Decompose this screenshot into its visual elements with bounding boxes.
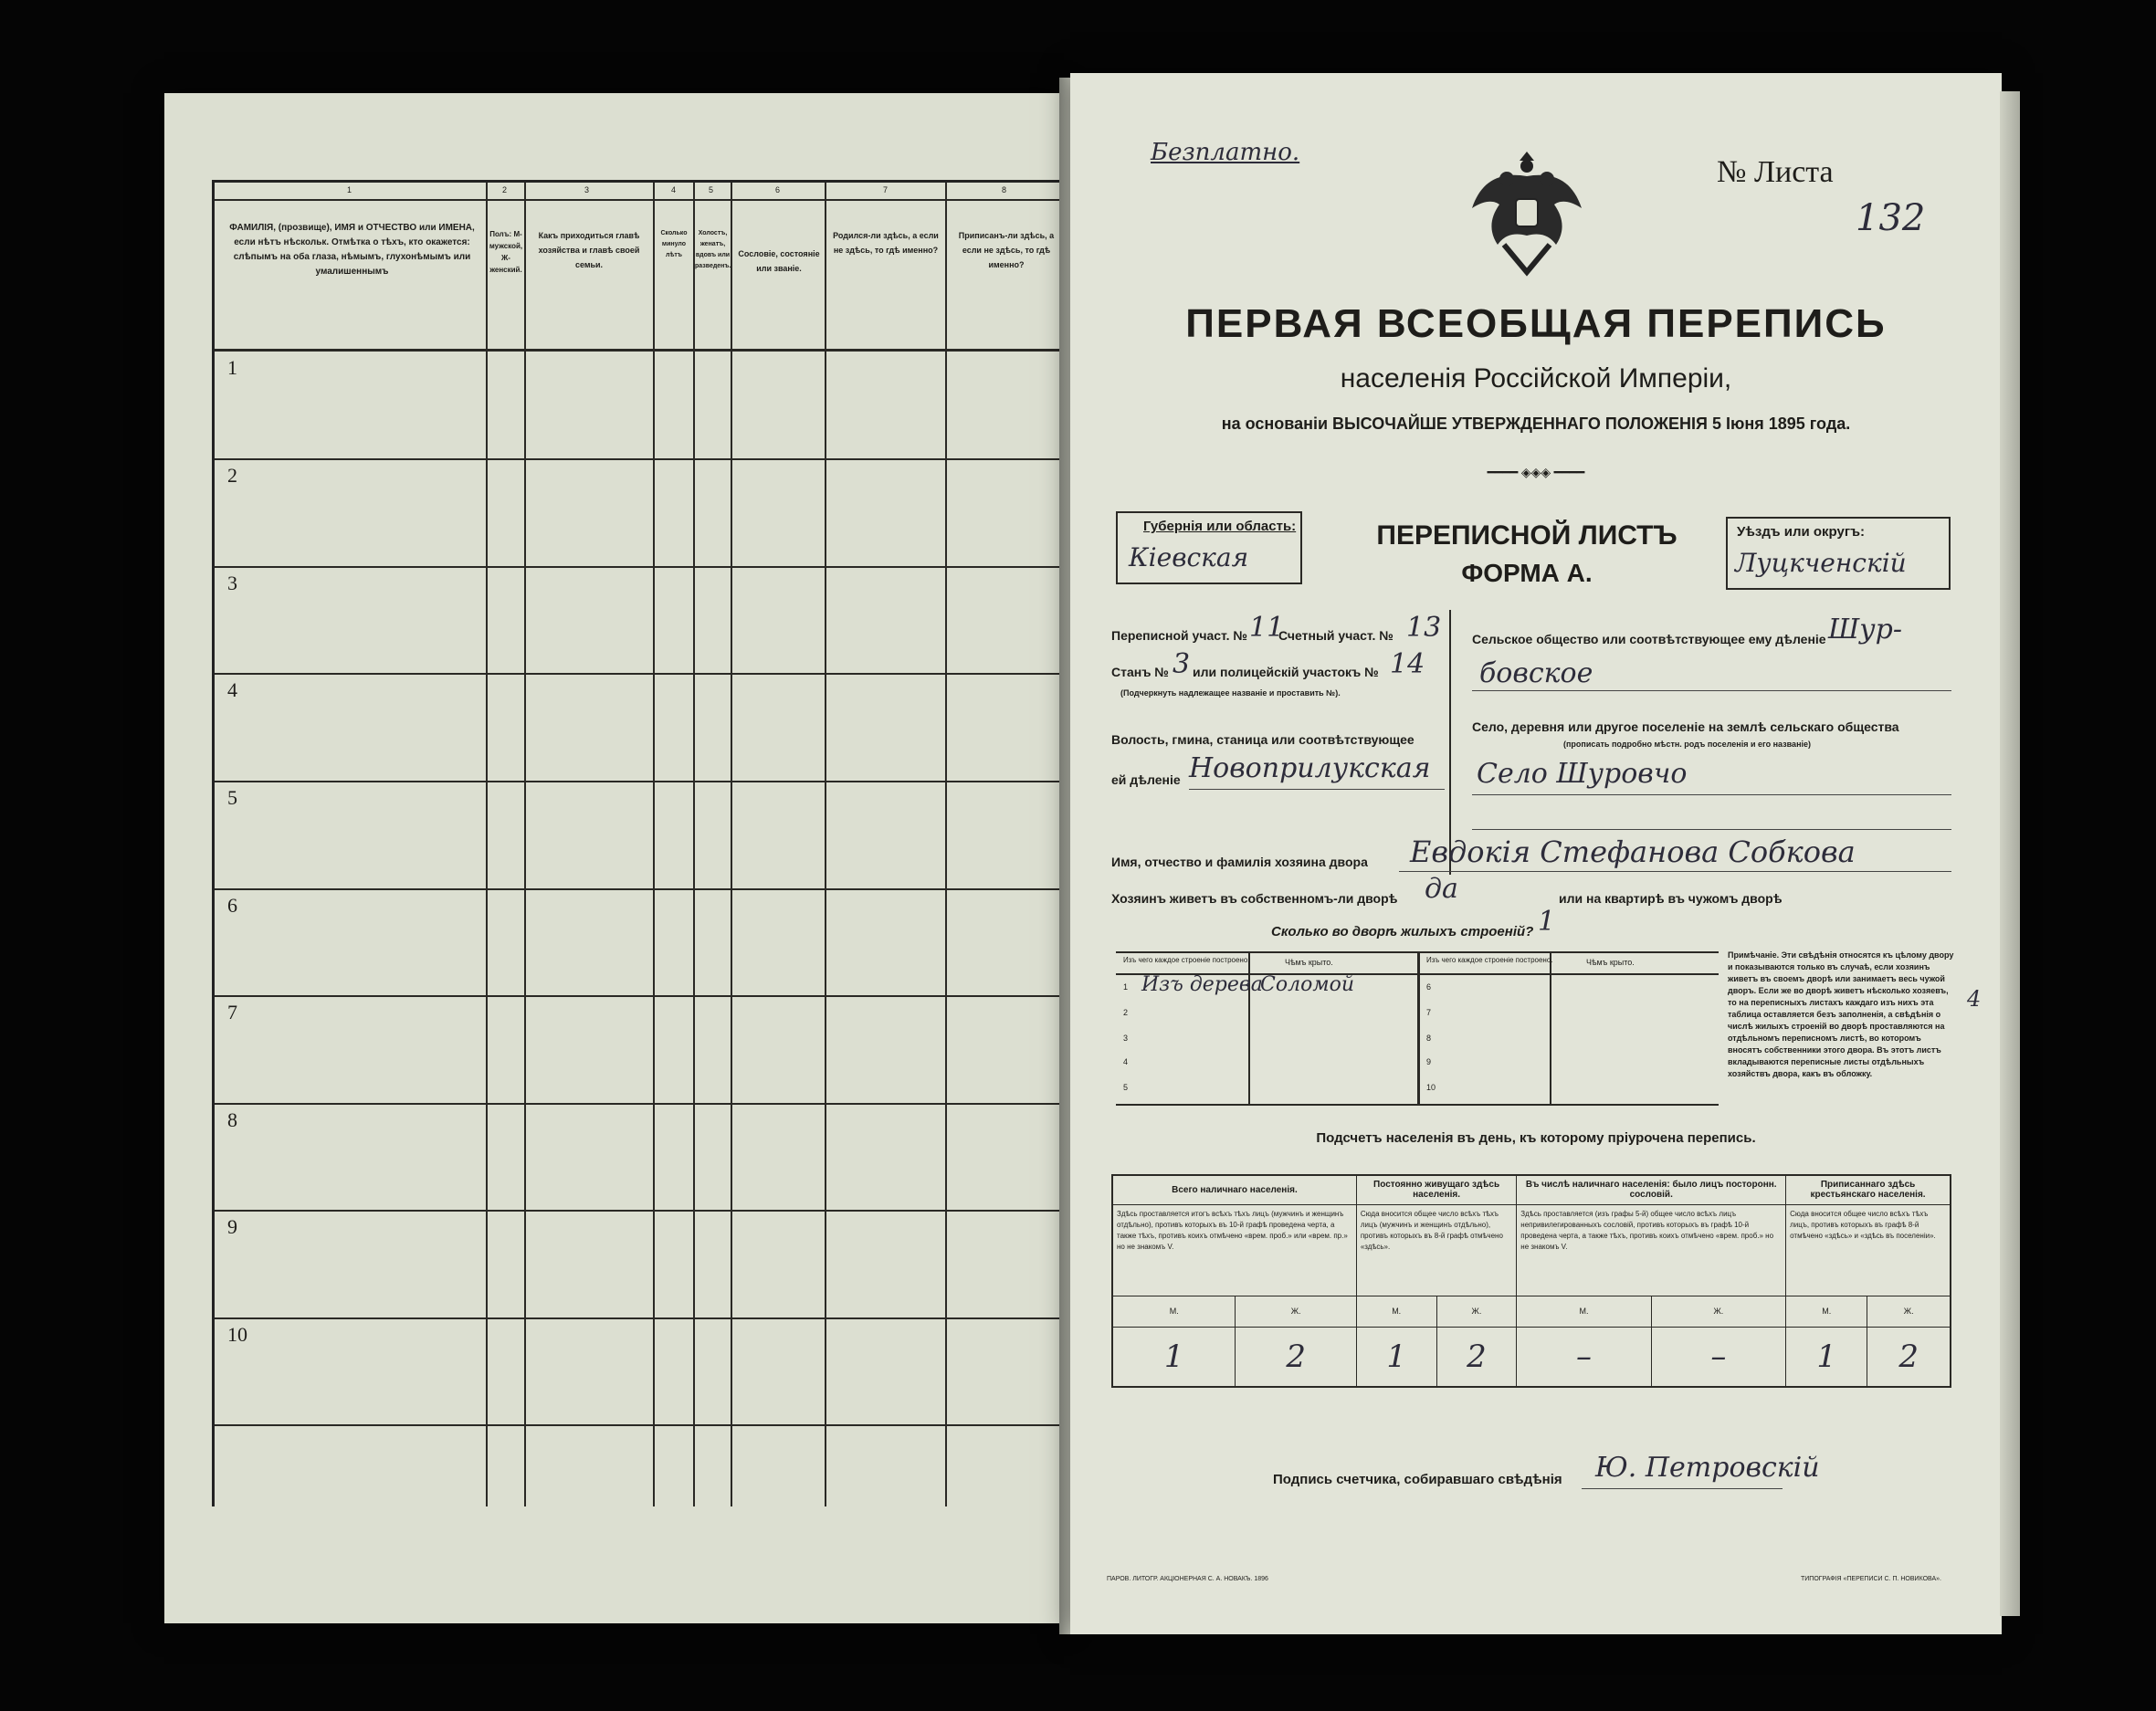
printer-right: ТИПОГРАФІЯ «ПЕРЕПИСИ С. П. НОВИКОВА». (1801, 1576, 1941, 1582)
col-header-name: ФАМИЛІЯ, (прозвище), ИМЯ и ОТЧЕСТВО или ИМЕНА, если нѣтъ нѣскольк. Отмѣтка о тѣхъ, кто окажется: слѣпымъ на оба глаза, нѣмымъ, глухонѣмымъ или умалишеннымъ (229, 223, 475, 277)
buildings-row-number: 5 (1123, 1083, 1129, 1092)
census-district-value: 11 (1249, 612, 1285, 644)
society-label: Сельское общество или соотвѣтствующее ему дѣленіе (1472, 632, 1826, 646)
summary-sex-label: М. (1517, 1296, 1651, 1327)
village-label: Село, деревня или другое поселеніе на землѣ сельскаго общества (1472, 719, 1899, 734)
summary-value: 2 (1236, 1327, 1356, 1387)
population-summary-table (1111, 1174, 1951, 1388)
buildings-row-number: 3 (1123, 1034, 1129, 1043)
signature-value: Ю. Петровскій (1595, 1452, 1820, 1484)
counting-district-label: Счетный участ. № (1278, 628, 1394, 643)
summary-value: – (1517, 1327, 1651, 1387)
volost-label-2: ей дѣленіе (1111, 772, 1181, 787)
sheet-number-value: 132 (1856, 197, 1926, 239)
own-house-value: да (1425, 873, 1458, 905)
row-number: 1 (227, 356, 237, 379)
summary-sex-label: М. (1356, 1296, 1436, 1327)
col-number-7: 7 (883, 185, 889, 194)
summary-sex-label: Ж. (1867, 1296, 1951, 1327)
owner-label: Имя, отчество и фамилія хозяина двора (1111, 855, 1368, 869)
form-title: ПЕРЕПИСНОЙ ЛИСТЪ (1376, 520, 1677, 551)
summary-sex-label: Ж. (1236, 1296, 1356, 1327)
col-header-estate: Сословіе, состояніе или званіе. (738, 249, 820, 273)
row-number: 9 (227, 1215, 237, 1238)
uezd-value: Луцкченскій (1735, 548, 1907, 578)
ornament-divider: ━━━━ ◈◈◈ ━━━━ (1487, 467, 1585, 480)
col-header-age: Сколько минуло лѣтъ (660, 230, 688, 258)
signature-label: Подпись счетчика, собиравшаго свѣдѣнія (1273, 1472, 1562, 1487)
col-number-1: 1 (347, 185, 352, 194)
col-number-8: 8 (1002, 185, 1007, 194)
buildings-header-roof: Чѣмъ крыто. (1285, 958, 1333, 967)
buildings-header-roof-2: Чѣмъ крыто. (1586, 958, 1635, 967)
col-header-marital: Холостъ, женатъ, вдовъ или разведенъ. (695, 230, 731, 269)
census-subtitle: населенія Россійской Имперіи, (1340, 363, 1732, 394)
printer-left: ПАРОВ. ЛИТОГР. АКЦІОНЕРНАЯ С. А. НОВАКЪ. 1896 (1107, 1576, 1268, 1582)
col-number-6: 6 (775, 185, 781, 194)
col-header-registered: Приписанъ-ли здѣсь, а если не здѣсь, то гдѣ именно? (958, 231, 1055, 269)
owner-value: Евдокія Стефанова Собкова (1410, 835, 1856, 869)
right-page (1070, 73, 2002, 1634)
summary-title: Подсчетъ населенія въ день, къ которому пріурочена перепись. (1316, 1130, 1756, 1146)
gubernia-box (1116, 511, 1302, 584)
row-number: 8 (227, 1108, 237, 1131)
buildings-value: 1 (1538, 906, 1556, 938)
gubernia-label: Губернія или область: (1143, 519, 1297, 534)
stan-label: Станъ № (1111, 665, 1169, 679)
buildings-row-number: 8 (1426, 1034, 1432, 1043)
row-number: 7 (227, 1001, 237, 1023)
gubernia-value: Кіевская (1129, 542, 1249, 572)
census-title: ПЕРВАЯ ВСЕОБЩАЯ ПЕРЕПИСЬ (1185, 301, 1887, 346)
summary-header-total: Всего наличнаго населенія. (1112, 1175, 1356, 1204)
summary-sex-label: Ж. (1436, 1296, 1517, 1327)
col-header-sex: Полъ: М-мужской, Ж-женский. (489, 230, 523, 274)
summary-note-total: Здѣсь проставляется итогъ всѣхъ тѣхъ лицъ (мужчинъ и женщинъ отдѣльно), противъ которыхъ въ 10-й графѣ проведена черта, а также тѣхъ, противъ коихъ отмѣчено «врем. проб.» или «врем. пр.» но не знакомъ V. (1112, 1204, 1356, 1296)
summary-note-other-estates: Здѣсь проставляется (изъ графы 5-й) общее число всѣхъ лицъ непривилегированныхъ сословій, противъ которыхъ въ графѣ 10-й проведена черта, а также тѣхъ, противъ коихъ отмѣчено «врем. проб.» но не знакомъ V. (1517, 1204, 1786, 1296)
col-number-3: 3 (584, 185, 590, 194)
counting-district-value: 13 (1406, 612, 1442, 644)
buildings-row1-material: Изъ дерева (1141, 973, 1263, 996)
buildings-header-material-2: Изъ чего каждое строеніе построено. (1426, 956, 1553, 964)
buildings-header-material: Изъ чего каждое строеніе построено. (1123, 956, 1250, 964)
summary-header-other-estates: Въ числѣ наличнаго населенія: было лицъ посторонн. сословій. (1517, 1175, 1786, 1204)
volost-label: Волость, гмина, станица или соотвѣтствующее (1111, 732, 1415, 747)
volost-value: Новоприлукская (1189, 752, 1431, 784)
row-number: 3 (227, 572, 237, 594)
census-district-label: Переписной участ. № (1111, 628, 1248, 643)
rented-label: или на квартирѣ въ чужомъ дворѣ (1559, 891, 1783, 906)
uezd-box (1726, 517, 1951, 590)
margin-mark: 4 (1967, 986, 1982, 1012)
left-page (164, 93, 1064, 1623)
police-label: или полицейскій участокъ № (1193, 665, 1379, 679)
village-note: (прописать подробно мѣстн. родъ поселенія и его названіе) (1563, 740, 1812, 749)
own-house-label: Хозяинъ живетъ въ собственномъ-ли дворѣ (1111, 891, 1398, 906)
household-members-table (212, 180, 1067, 1506)
form-subtitle: ФОРМА А. (1461, 559, 1593, 587)
row-number: 4 (227, 678, 237, 701)
summary-value: 1 (1786, 1327, 1867, 1387)
row-number: 5 (227, 786, 237, 809)
census-basis: на основаніи ВЫСОЧАЙШЕ УТВЕРЖДЕННАГО ПОЛОЖЕНІЯ 5 Іюня 1895 года. (1221, 415, 1851, 433)
buildings-row-number: 2 (1123, 1008, 1129, 1017)
summary-value: 2 (1436, 1327, 1517, 1387)
summary-value: 1 (1356, 1327, 1436, 1387)
society-value-2: бовское (1479, 657, 1593, 689)
police-value: 14 (1390, 648, 1425, 680)
uezd-label: Уѣздъ или округъ: (1737, 524, 1866, 540)
summary-sex-label: М. (1786, 1296, 1867, 1327)
row-number: 2 (227, 464, 237, 487)
summary-header-peasants: Приписаннаго здѣсь крестьянскаго населенія. (1786, 1175, 1951, 1204)
sheet-number-label: № Листа (1717, 155, 1834, 189)
buildings-row1-roof: Соломой (1260, 973, 1354, 996)
buildings-row-number: 6 (1426, 982, 1432, 992)
stan-note: (Подчеркнуть надлежащее названіе и проставить №). (1120, 688, 1341, 698)
page-stack-edge (2000, 91, 2020, 1616)
village-value: Село Шуровчо (1477, 758, 1688, 790)
buildings-row-number: 9 (1426, 1057, 1432, 1066)
buildings-table (1116, 951, 1719, 1106)
free-label: Безплатно. (1151, 139, 1300, 166)
col-header-relation: Какъ приходиться главѣ хозяйства и главѣ своей семьи. (538, 231, 640, 269)
summary-sex-label: Ж. (1651, 1296, 1785, 1327)
buildings-row-number: 7 (1426, 1008, 1432, 1017)
col-number-4: 4 (671, 185, 677, 194)
double-headed-eagle-icon (1463, 144, 1591, 281)
col-number-2: 2 (502, 185, 508, 194)
summary-note-peasants: Сюда вносится общее число всѣхъ тѣхъ лицъ, противъ которыхъ въ графѣ 8-й отмѣчено «здѣсь» и «здѣсь въ поселеніи». (1786, 1204, 1951, 1296)
buildings-label: Сколько во дворѣ жилыхъ строеній? (1271, 924, 1534, 939)
row-number: 6 (227, 894, 237, 917)
summary-note-permanent: Сюда вносится общее число всѣхъ тѣхъ лицъ (мужчинъ и женщинъ отдѣльно), противъ которыхъ въ 8-й графѣ отмѣчено «здѣсь». (1356, 1204, 1516, 1296)
summary-value: 1 (1112, 1327, 1236, 1387)
summary-header-permanent: Постоянно живущаго здѣсь населенія. (1356, 1175, 1516, 1204)
buildings-row-number: 4 (1123, 1057, 1129, 1066)
buildings-row-number: 10 (1426, 1083, 1436, 1092)
stan-value: 3 (1173, 648, 1191, 680)
summary-sex-label: М. (1112, 1296, 1236, 1327)
summary-value: 2 (1867, 1327, 1951, 1387)
col-number-5: 5 (709, 185, 714, 194)
col-header-birthplace: Родился-ли здѣсь, а если не здѣсь, то гдѣ именно? (833, 231, 939, 255)
summary-value: – (1651, 1327, 1785, 1387)
buildings-note: Примѣчаніе. Эти свѣдѣнія относятся къ цѣлому двору и показываются только въ случаѣ, если хозяинъ живетъ въ своемъ дворѣ или занимаетъ весь чужой дворъ. Если же во дворѣ живетъ нѣсколько хозяевъ, то на переписныхъ листахъ каждаго изъ нихъ эта таблица оставляется безъ заполненія, а свѣдѣнія о числѣ жилыхъ строеній во дворѣ проставляются на отдѣльномъ переписномъ листѣ, во которомъ вносятъ собственники этого двора. Въ этотъ листъ вкладываются переписные листы отдѣльныхъ хозяйствъ двора, какъ въ обложку. (1728, 950, 1954, 1078)
society-value: Шур- (1828, 614, 1902, 646)
row-number: 10 (227, 1323, 247, 1346)
buildings-row-number: 1 (1123, 982, 1129, 992)
